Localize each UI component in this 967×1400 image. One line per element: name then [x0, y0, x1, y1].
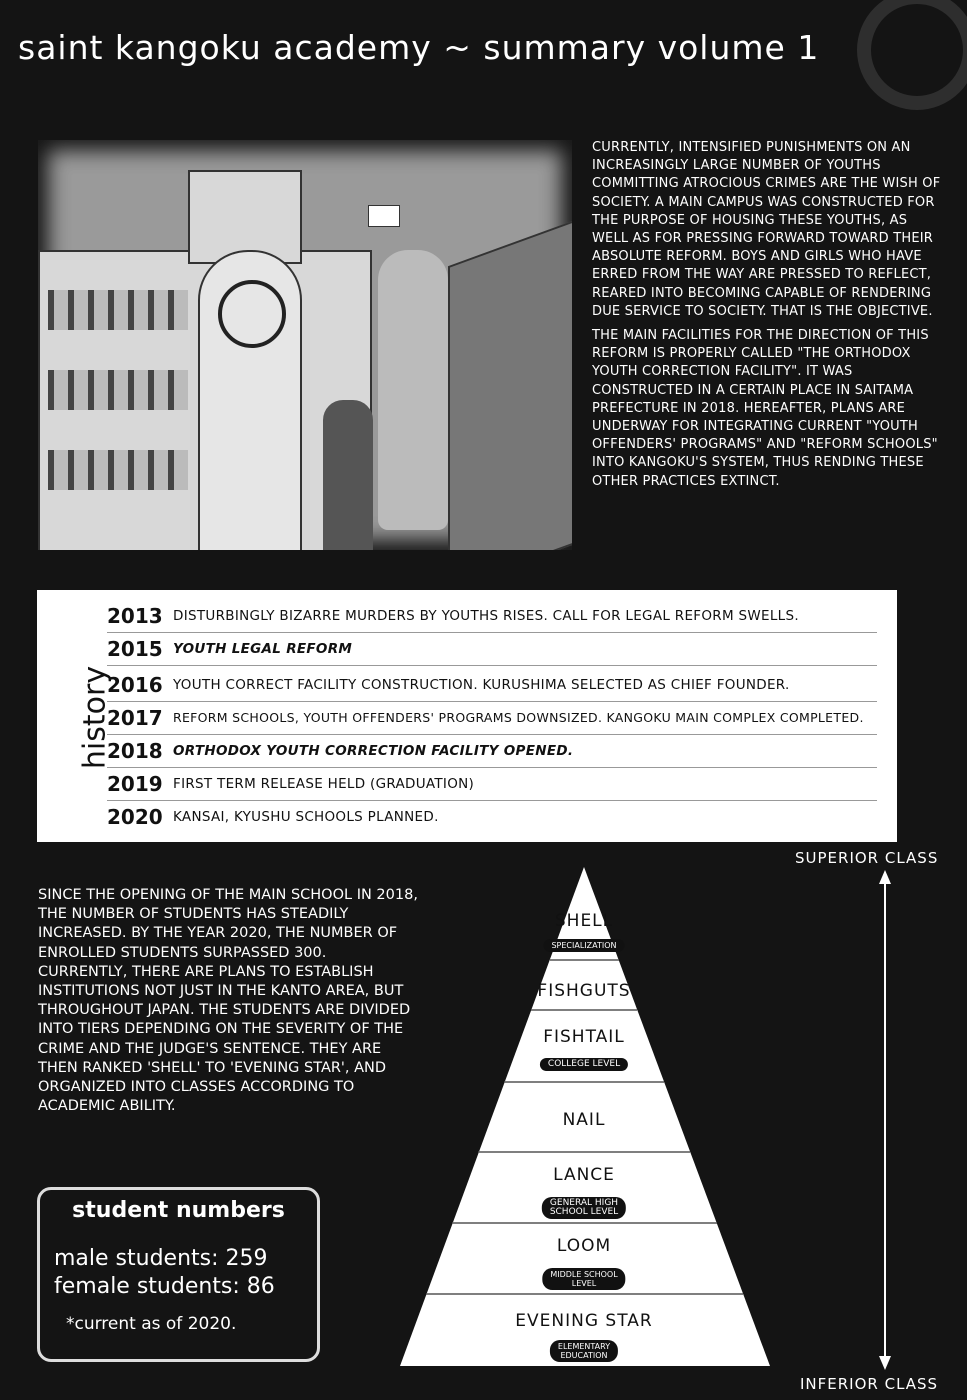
history-year: 2020: [107, 804, 163, 829]
superior-class-label: SUPERIOR CLASS: [795, 849, 939, 867]
arrow-up-icon: [879, 870, 891, 884]
tier-name: SHELL: [554, 911, 614, 931]
history-event: ORTHODOX YOUTH CORRECTION FACILITY OPENED.: [173, 742, 574, 759]
history-event: YOUTH LEGAL REFORM: [173, 640, 353, 657]
tier-name: LOOM: [556, 1236, 612, 1256]
history-year: 2017: [107, 705, 163, 730]
tier-name: LANCE: [553, 1165, 615, 1185]
inferior-class-label: INFERIOR CLASS: [800, 1375, 939, 1393]
history-year: 2015: [107, 636, 163, 661]
history-event: YOUTH CORRECT FACILITY CONSTRUCTION. KURUSHIMA SELECTED AS CHIEF FOUNDER.: [173, 676, 790, 693]
history-year: 2013: [107, 603, 163, 628]
intro-paragraph-2: THE MAIN FACILITIES FOR THE DIRECTION OF THIS REFORM IS PROPERLY CALLED "THE ORTHODOX YOUTH CORRECTION FACILITY". IT WAS CONSTRUCTED IN A CERTAIN PLACE IN SAITAMA PREFECTURE IN 2018. HEREAFTER, PLANS ARE UNDERWAY FOR INTEGRATING CURRENT "YOUTH OFFENDERS' PROGRAMS" AND "REFORM SCHOOLS" INTO KANGOKU'S SYSTEM, THUS RENDING THESE OTHER PRACTICES EXTINCT.: [592, 328, 938, 489]
page-title: saint kangoku academy ~ summary volume 1: [18, 28, 820, 67]
history-year: 2019: [107, 771, 163, 796]
tier-level-badge: SPECIALIZATION: [543, 939, 624, 952]
male-students: male students: 259: [54, 1246, 268, 1271]
tier-level-badge: MIDDLE SCHOOL LEVEL: [542, 1268, 625, 1290]
student-numbers-title: student numbers: [72, 1198, 285, 1223]
tier-name: NAIL: [562, 1110, 606, 1130]
tier-name: EVENING STAR: [515, 1311, 653, 1331]
arrow-down-icon: [879, 1356, 891, 1370]
tier-level-badge: COLLEGE LEVEL: [540, 1058, 628, 1071]
tier-name: FISHGUTS: [537, 981, 631, 1001]
female-students: female students: 86: [54, 1274, 275, 1299]
history-event: KANSAI, KYUSHU SCHOOLS PLANNED.: [173, 808, 439, 825]
numbers-note: *current as of 2020.: [66, 1314, 237, 1334]
tier-level-badge: GENERAL HIGH SCHOOL LEVEL: [542, 1197, 626, 1219]
tier-level-badge: ELEMENTARY EDUCATION: [550, 1340, 618, 1362]
intro-paragraph-1: CURRENTLY, INTENSIFIED PUNISHMENTS ON AN INCREASINGLY LARGE NUMBER OF YOUTHS COMMITTING ATROCIOUS CRIMES ARE THE WISH OF SOCIETY. A MAIN CAMPUS WAS CONSTRUCTED FOR THE PURPOSE OF HOUSING THESE YOUTHS, AS WELL AS FOR PRESSING FORWARD TOWARD THEIR ABSOLUTE REFORM. BOYS AND GIRLS WHO HAVE ERRED FROM THE WAY ARE PRESSED TO REFLECT, REARED INTO BECOMING CAPABLE OF RENDERING DUE SERVICE TO SOCIETY. THAT IS THE OBJECTIVE.: [592, 140, 941, 319]
history-year: 2018: [107, 738, 163, 763]
history-event: DISTURBINGLY BIZARRE MURDERS BY YOUTHS RISES. CALL FOR LEGAL REFORM SWELLS.: [173, 607, 799, 624]
history-event: REFORM SCHOOLS, YOUTH OFFENDERS' PROGRAMS DOWNSIZED. KANGOKU MAIN COMPLEX COMPLETED.: [173, 710, 864, 725]
history-label: history: [77, 665, 113, 770]
growth-text: SINCE THE OPENING OF THE MAIN SCHOOL IN 2018, THE NUMBER OF STUDENTS HAS STEADILY INCREASED. BY THE YEAR 2020, THE NUMBER OF ENROLLED STUDENTS SURPASSED 300. CURRENTLY, THERE ARE PLANS TO ESTABLISH INSTITUTIONS NOT JUST IN THE KANTO AREA, BUT THROUGHOUT JAPAN. THE STUDENTS ARE DIVIDED INTO TIERS DEPENDING ON THE SEVERITY OF THE CRIME AND THE JUDGE'S SENTENCE. THEY ARE THEN RANKED 'SHELL' TO 'EVENING STAR', AND ORGANIZED INTO CLASSES ACCORDING TO ACADEMIC ABILITY.: [38, 887, 418, 1115]
tier-name: FISHTAIL: [543, 1027, 625, 1047]
history-event: FIRST TERM RELEASE HELD (GRADUATION): [173, 775, 475, 792]
history-year: 2016: [107, 672, 163, 697]
